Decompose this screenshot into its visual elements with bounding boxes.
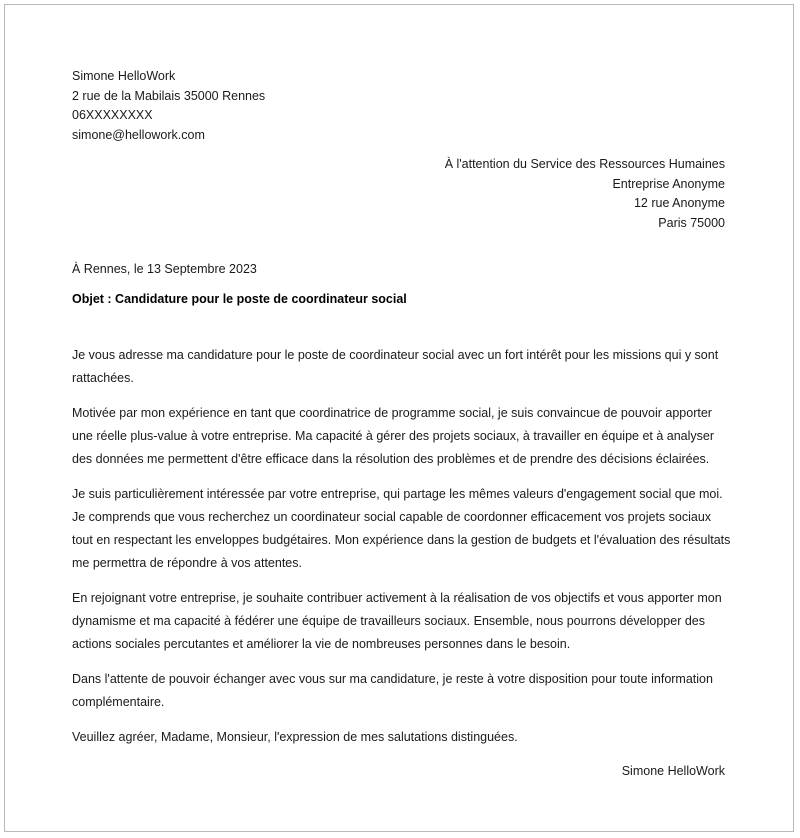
body-paragraph: En rejoignant votre entreprise, je souhaite contribuer activement à la réalisation de vos objectifs et vous apporter mon dynamisme et ma capacité à fédérer une équipe de travailleurs sociaux. Ensemble, nous pourrons développer des actions sociales percutantes et améliorer la vie de nombreuses personnes dans le besoin.	[72, 591, 722, 651]
recipient-address-block	[445, 155, 725, 233]
recipient-street-address: 12 rue Anonyme	[633, 196, 725, 210]
body-paragraph: Motivée par mon expérience en tant que coordinatrice de programme social, je suis convaincue de pouvoir apporter une réelle plus-value à votre entreprise. Ma capacité à gérer des projets sociaux, à travailler en équipe et à analyser des données me permettent d'être efficace dans la résolution des problèmes et de prendre des décisions éclairées.	[72, 406, 715, 466]
recipient-company: Entreprise Anonyme	[612, 176, 725, 191]
letter-body	[72, 344, 734, 749]
body-paragraph: Veuillez agréer, Madame, Monsieur, l'expression de mes salutations distinguées.	[72, 730, 518, 744]
letter-signature: Simone HelloWork	[621, 764, 725, 778]
body-paragraph: Je suis particulièrement intéressée par votre entreprise, qui partage les mêmes valeurs d'engagement social que moi. Je comprends que vous recherchez un coordinateur social capable de coordonner efficacement vos projets sociaux tout en respectant les enveloppes budgétaires. Mon expérience dans la gestion de budgets et l'évaluation des résultats me permettra de répondre à vos attentes.	[72, 487, 731, 570]
document-page	[4, 4, 794, 832]
sender-phone: 06XXXXXXXX	[72, 108, 153, 122]
sender-name: Simone HelloWork	[72, 69, 176, 83]
recipient-attention-line: À l'attention du Service des Ressources Humaines	[444, 157, 725, 171]
body-paragraph: Je vous adresse ma candidature pour le poste de coordinateur social avec un fort intérêt pour les missions qui y sont rattachées.	[72, 348, 719, 385]
sender-address-block	[72, 67, 472, 145]
letter-sheet	[5, 5, 793, 831]
letter-date: À Rennes, le 13 Septembre 2023	[72, 262, 257, 276]
sender-street-address: 2 rue de la Mabilais 35000 Rennes	[72, 88, 266, 103]
sender-email: simone@hellowork.com	[72, 127, 205, 142]
letter-subject: Objet : Candidature pour le poste de coordinateur social	[72, 292, 407, 306]
body-paragraph: Dans l'attente de pouvoir échanger avec vous sur ma candidature, je reste à votre disposition pour toute information complémentaire.	[72, 672, 713, 709]
recipient-city-postal: Paris 75000	[658, 215, 725, 230]
